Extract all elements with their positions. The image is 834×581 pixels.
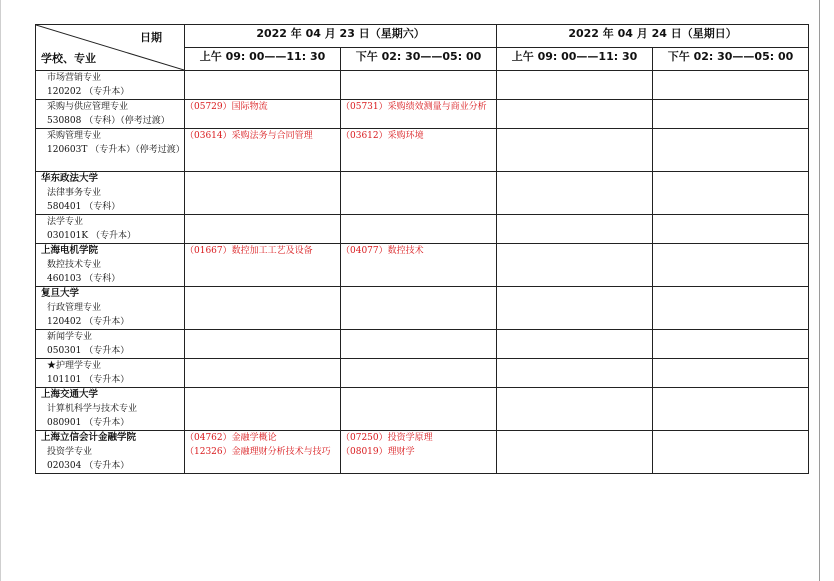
- exam-slot-cell: [185, 330, 341, 359]
- exam-slot-cell: [185, 244, 341, 287]
- exam-slot-cell: [497, 129, 653, 172]
- exam-slot-cell: [497, 431, 653, 474]
- exam-slot-cell: [185, 215, 341, 244]
- exam-slot-cell: [497, 388, 653, 431]
- exam-slot-cell: [185, 431, 341, 474]
- exam-slot-cell: [185, 172, 341, 215]
- exam-course: （05731）采购绩效测量与商业分析: [341, 102, 487, 112]
- school-name: 复旦大学: [41, 288, 80, 299]
- major-code: 120402 （专升本）: [47, 317, 130, 327]
- session-header: 上午 09: 00——11: 30: [497, 48, 653, 71]
- table-row: [36, 172, 809, 215]
- school-major-cell: [36, 244, 185, 287]
- school-name: 上海电机学院: [41, 245, 99, 256]
- exam-slot-cell: [497, 330, 653, 359]
- exam-slot-cell: [653, 172, 809, 215]
- school-major-cell: [36, 71, 185, 100]
- exam-course: （03614）采购法务与合同管理: [185, 131, 313, 141]
- exam-schedule-table: [35, 24, 809, 474]
- session-header: 下午 02: 30——05: 00: [341, 48, 497, 71]
- exam-slot-cell: [653, 359, 809, 388]
- exam-slot-cell: [653, 287, 809, 330]
- major-name: 采购与供应管理专业: [47, 102, 129, 112]
- exam-slot-cell: [497, 215, 653, 244]
- exam-slot-cell: [341, 359, 497, 388]
- exam-slot-cell: [185, 71, 341, 100]
- corner-school-label: 学校、专业: [41, 52, 96, 65]
- exam-slot-cell: [653, 100, 809, 129]
- exam-slot-cell: [341, 172, 497, 215]
- school-major-cell: [36, 330, 185, 359]
- table-row: [36, 359, 809, 388]
- session-header: 下午 02: 30——05: 00: [653, 48, 809, 71]
- date-header-0: 2022 年 04 月 23 日（星期六）: [185, 25, 497, 48]
- major-name: 数控技术专业: [47, 260, 102, 270]
- major-name: 市场营销专业: [47, 73, 102, 83]
- schedule-body: [36, 71, 809, 474]
- major-code: 580401 （专科）: [47, 202, 121, 212]
- major-name: 法学专业: [47, 217, 84, 227]
- exam-slot-cell: [653, 388, 809, 431]
- exam-course: （05729）国际物流: [185, 102, 268, 112]
- exam-slot-cell: [341, 129, 497, 172]
- exam-course: （07250）投资学原理: [341, 433, 433, 443]
- table-row: [36, 129, 809, 172]
- table-row: [36, 215, 809, 244]
- school-major-cell: [36, 359, 185, 388]
- table-row: [36, 431, 809, 474]
- exam-slot-cell: [653, 244, 809, 287]
- exam-slot-cell: [497, 71, 653, 100]
- major-code: 020304 （专升本）: [47, 461, 130, 471]
- exam-slot-cell: [185, 100, 341, 129]
- exam-slot-cell: [497, 100, 653, 129]
- major-name: 新闻学专业: [47, 332, 93, 342]
- major-name: 行政管理专业: [47, 303, 102, 313]
- exam-slot-cell: [341, 287, 497, 330]
- exam-slot-cell: [341, 330, 497, 359]
- major-code: 530808 （专科）（停考过渡）: [47, 116, 170, 126]
- major-code: 030101K （专升本）: [47, 231, 136, 241]
- exam-course: （04762）金融学概论: [185, 433, 277, 443]
- table-row: [36, 287, 809, 330]
- major-name: ★护理学专业: [47, 361, 102, 371]
- major-name: 计算机科学与技术专业: [47, 404, 138, 414]
- major-name: 投资学专业: [47, 447, 93, 457]
- exam-slot-cell: [497, 172, 653, 215]
- page-edge-left: [0, 0, 1, 581]
- table-row: [36, 244, 809, 287]
- exam-course: （12326）金融理财分析技术与技巧: [185, 447, 331, 457]
- major-code: 080901 （专升本）: [47, 418, 130, 428]
- exam-slot-cell: [341, 388, 497, 431]
- exam-slot-cell: [341, 100, 497, 129]
- school-major-cell: [36, 172, 185, 215]
- page-edge-right: [819, 0, 820, 581]
- major-name: 采购管理专业: [47, 131, 102, 141]
- exam-slot-cell: [653, 215, 809, 244]
- exam-slot-cell: [497, 359, 653, 388]
- exam-slot-cell: [341, 71, 497, 100]
- exam-course: （03612）采购环境: [341, 131, 424, 141]
- exam-slot-cell: [185, 388, 341, 431]
- major-code: 460103 （专科）: [47, 274, 121, 284]
- exam-slot-cell: [341, 431, 497, 474]
- exam-slot-cell: [185, 129, 341, 172]
- table-corner-header: [36, 25, 185, 71]
- school-major-cell: [36, 215, 185, 244]
- exam-slot-cell: [497, 287, 653, 330]
- table-row: [36, 388, 809, 431]
- school-name: 上海交通大学: [41, 389, 99, 400]
- major-code: 120603T （专升本）（停考过渡）: [47, 145, 185, 155]
- school-major-cell: [36, 287, 185, 330]
- school-major-cell: [36, 388, 185, 431]
- exam-slot-cell: [341, 244, 497, 287]
- table-row: [36, 330, 809, 359]
- exam-slot-cell: [185, 287, 341, 330]
- major-code: 120202 （专升本）: [47, 87, 130, 97]
- school-major-cell: [36, 431, 185, 474]
- major-code: 101101 （专升本）: [47, 375, 130, 385]
- exam-slot-cell: [653, 431, 809, 474]
- school-name: 上海立信会计金融学院: [41, 432, 137, 443]
- exam-slot-cell: [185, 359, 341, 388]
- exam-slot-cell: [341, 215, 497, 244]
- school-name: 华东政法大学: [41, 173, 99, 184]
- exam-course: （04077）数控技术: [341, 246, 424, 256]
- corner-date-label: 日期: [140, 31, 162, 44]
- table-row: [36, 100, 809, 129]
- table-row: [36, 71, 809, 100]
- exam-slot-cell: [653, 129, 809, 172]
- school-major-cell: [36, 100, 185, 129]
- session-header: 上午 09: 00——11: 30: [185, 48, 341, 71]
- major-code: 050301 （专升本）: [47, 346, 130, 356]
- school-major-cell: [36, 129, 185, 172]
- date-header-1: 2022 年 04 月 24 日（星期日）: [497, 25, 809, 48]
- exam-slot-cell: [497, 244, 653, 287]
- exam-course: （01667）数控加工工艺及设备: [185, 246, 313, 256]
- exam-course: （08019）理财学: [341, 447, 415, 457]
- exam-slot-cell: [653, 71, 809, 100]
- major-name: 法律事务专业: [47, 188, 102, 198]
- exam-slot-cell: [653, 330, 809, 359]
